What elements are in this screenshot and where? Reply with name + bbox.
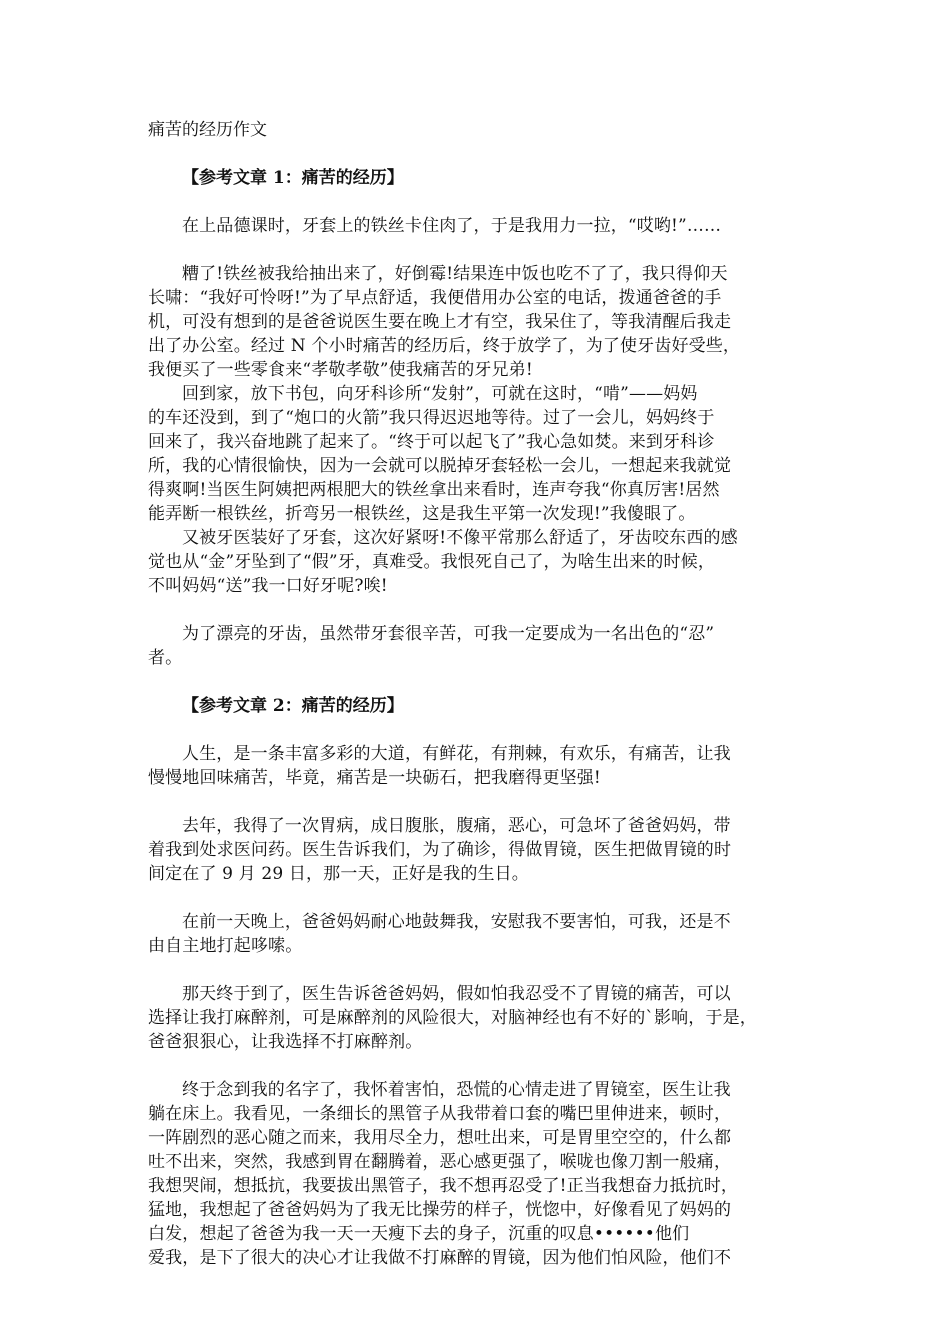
paragraph-text: 糟了!铁丝被我给抽出来了，好倒霉!结果连中饭也吃不了了，我只得仰天 长啸：“我好可怜呀!”为了早点舒适，我便借用办公室的电话，拨通爸爸的手 机，可没有想到的是爸爸说医生要在晚上才有空，我呆住了，等我清醒后我走 出了办公室。经过 N 个小时痛苦的经历后，终于放学了，为了使牙齿好受些， 我便买了一些零食来“孝敬孝敬”使我痛苦的牙兄弟! [148, 264, 741, 380]
article-1-paragraph [148, 622, 828, 670]
article-1-paragraph [148, 262, 828, 382]
paragraph-text: 终于念到我的名字了，我怀着害怕，恐慌的心情走进了胃镜室，医生让我 躺在床上。我看见，一条细长的黑管子从我带着口套的嘴巴里伸进来，顿时， 一阵剧烈的恶心随之而来，我用尽全力，想吐出来，可是胃里空空的，什么都 吐不出来，突然，我感到胃在翻腾着，恶心感更强了，喉咙也像刀割一般痛， 我想哭闹，想抵抗，我要拔出黑管子，我不想再忍受了!正当我想奋力抵抗时， 猛地，我想起了爸爸妈妈为了我无比操劳的样子，恍惚中，好像看见了妈妈的 白发，想起了爸爸为我一天一天瘦下去的身子，沉重的叹息••••••他们 爱我，是下了很大的决心才让我做不打麻醉的胃镜，因为他们怕风险，他们不 [148, 1080, 739, 1268]
document-title: 痛苦的经历作文 [148, 120, 267, 140]
article-2-paragraph [148, 910, 828, 958]
paragraph-text: 去年，我得了一次胃病，成日腹胀，腹痛，恶心，可急坏了爸爸妈妈，带 着我到处求医问药。医生告诉我们，为了确诊，得做胃镜，医生把做胃镜的时 间定在了 9 月 29 日，那一天，正好是我的生日。 [148, 816, 732, 884]
paragraph-text: 为了漂亮的牙齿，虽然带牙套很辛苦，可我一定要成为一名出色的“忍” 者。 [148, 624, 715, 668]
article-2-paragraph [148, 982, 828, 1054]
article-1-paragraph [148, 382, 828, 526]
article-2-paragraph [148, 814, 828, 886]
article-2-paragraph [148, 1078, 828, 1270]
article-2-paragraph [148, 742, 828, 790]
article-1-paragraph [148, 526, 828, 598]
article-1-heading-block [148, 166, 828, 190]
article-2-heading: 【参考文章 2：痛苦的经历】 [182, 696, 404, 716]
paragraph-text: 回到家，放下书包，向牙科诊所“发射”，可就在这时，“啃”——妈妈 的车还没到，到了“炮口的火箭”我只得迟迟地等待。过了一会儿，妈妈终于 回来了，我兴奋地跳了起来了。“终于可以起飞了”我心急如焚。来到牙科诊 所，我的心情很愉快，因为一会就可以脱掉牙套轻松一会儿，一想起来我就觉 得爽啊!当医生阿姨把两根肥大的铁丝拿出来看时，连声夸我“你真厉害!居然 能弄断一根铁丝，折弯另一根铁丝，这是我生平第一次发现!”我傻眼了。 [148, 384, 732, 524]
article-1-paragraph [148, 214, 828, 238]
article-2-heading-block [148, 694, 828, 718]
paragraph-text: 又被牙医装好了牙套，这次好紧呀!不像平常那么舒适了，牙齿咬东西的感 觉也从“金”牙坠到了“假”牙，真难受。我恨死自己了，为啥生出来的时候， 不叫妈妈“送”我一口好牙呢?唉! [148, 528, 738, 596]
paragraph-text: 人生，是一条丰富多彩的大道，有鲜花，有荆棘，有欢乐，有痛苦，让我 慢慢地回味痛苦，毕竟，痛苦是一块砺石，把我磨得更坚强! [148, 744, 731, 788]
article-1-heading: 【参考文章 1：痛苦的经历】 [182, 168, 404, 188]
paragraph-text: 在上品德课时，牙套上的铁丝卡住肉了，于是我用力一拉，“哎哟!”…… [182, 216, 722, 236]
paragraph-text: 在前一天晚上，爸爸妈妈耐心地鼓舞我，安慰我不要害怕，可我，还是不 由自主地打起哆嗦。 [148, 912, 731, 956]
paragraph-text: 那天终于到了，医生告诉爸爸妈妈，假如怕我忍受不了胃镜的痛苦，可以 选择让我打麻醉剂，可是麻醉剂的风险很大，对脑神经也有不好的`影响，于是， 爸爸狠狠心，让我选择不打麻醉剂。 [148, 984, 757, 1052]
